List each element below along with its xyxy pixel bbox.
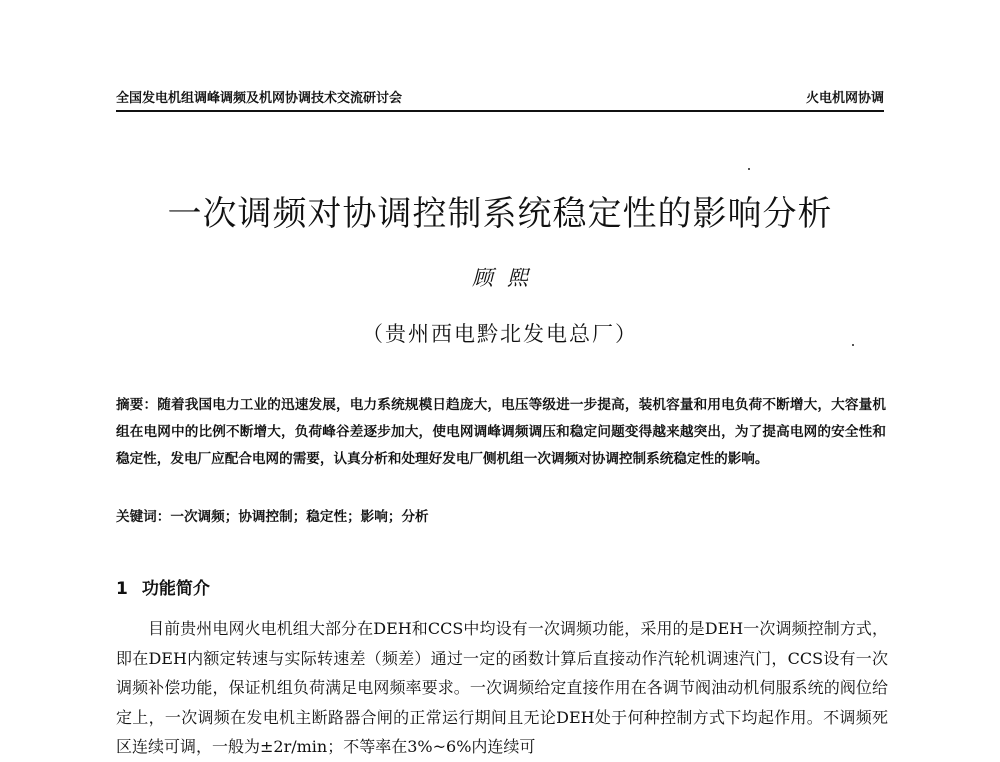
section-number: 1 [116, 579, 128, 599]
paper-title: 一次调频对协调控制系统稳定性的影响分析 [167, 194, 833, 234]
keywords-text: 一次调频；协调控制；稳定性；影响；分析 [170, 509, 429, 525]
section-heading [116, 574, 210, 599]
scan-speck [852, 344, 854, 346]
abstract [116, 392, 886, 473]
running-header-left: 全国发电机组调峰调频及机网协调技术交流研讨会 [116, 91, 403, 106]
section-paragraph: 目前贵州电网火电机组大部分在DEH和CCS中均设有一次调频功能，采用的是DEH一次调频控制方式，即在DEH内额定转速与实际转速差（频差）通过一定的函数计算后直接动作汽轮机调速汽门，CCS设有一次调频补偿功能，保证机组负荷满足电网频率要求。一次调频给定直接作用在各调节阀油动机伺服系统的阀位给定上，一次调频在发电机主断路器合闸的正常运行期间且无论DEH处于何种控制方式下均起作用。不调频死区连续可调，一般为±2r/min；不等率在3%~6%内连续可 [116, 619, 888, 756]
author-affiliation: （贵州西电黔北发电总厂） [362, 322, 638, 346]
author-name: 顾熙 [472, 266, 542, 290]
abstract-text: 随着我国电力工业的迅速发展，电力系统规模日趋庞大，电压等级进一步提高，装机容量和用电负荷不断增大，大容量机组在电网中的比例不断增大，负荷峰谷差逐步加大，使电网调峰调频调压和稳定问题变得越来越突出，为了提高电网的安全性和稳定性，发电厂应配合电网的需要，认真分析和处理好发电厂侧机组一次调频对协调控制系统稳定性的影响。 [116, 397, 887, 467]
running-header [116, 84, 884, 112]
keywords [116, 505, 886, 529]
scan-speck [748, 168, 750, 170]
abstract-label: 摘要： [116, 397, 158, 413]
keywords-label: 关键词： [116, 509, 171, 525]
running-header-right: 火电机网协调 [805, 91, 884, 106]
section-title: 功能简介 [141, 579, 210, 599]
